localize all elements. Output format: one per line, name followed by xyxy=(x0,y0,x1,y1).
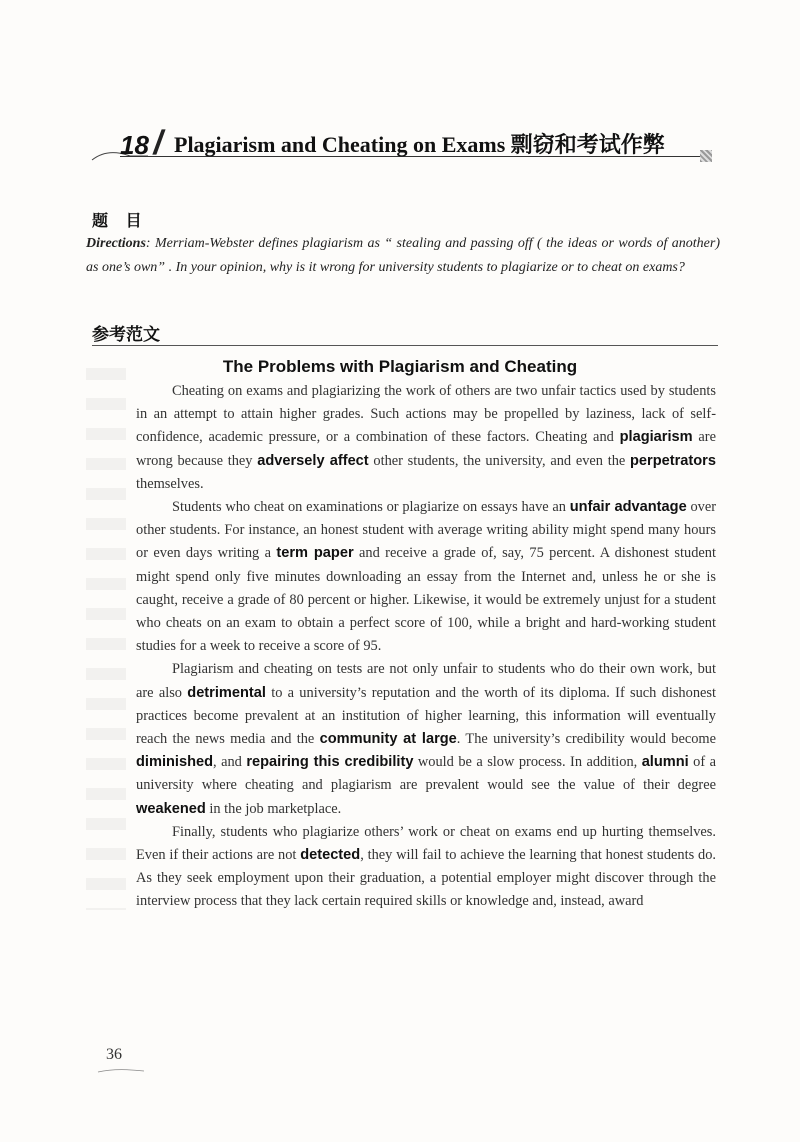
keyword: community at large xyxy=(319,731,457,748)
text-run: would be a slow process. In addition, xyxy=(413,754,642,771)
bleed-through-texture xyxy=(86,350,126,910)
text-run: Finally, students who plagiarize others’ work or cheat on exams end up hurting themselves. Even if their actions are not xyxy=(136,823,716,864)
text-run: in the job marketplace. xyxy=(205,800,342,817)
keyword: plagiarism xyxy=(619,429,693,446)
section-heading-sample-essay: 参考范文 xyxy=(92,325,160,345)
chapter-title: Plagiarism and Cheating on Exams 剽窃和考试作弊 xyxy=(174,132,665,157)
keyword: perpetrators xyxy=(630,452,716,469)
essay-paragraph-4 xyxy=(136,821,716,914)
text-run: of a university where cheating and plagiarism are prevalent would see the value of their degree xyxy=(136,754,716,794)
essay-paragraph-3 xyxy=(136,658,716,820)
text-run: over other students. For instance, an honest student with average writing ability might spend many hours or even days writing a xyxy=(136,499,717,562)
text-run: Cheating on exams and plagiarizing the work of others are two unfair tactics used by students in an attempt to attain higher grades. Such actions may be propelled by laziness, lack of self-confidence, academic pressure, or a combination of these factors. Cheating and xyxy=(136,383,716,446)
chapter-header xyxy=(90,118,710,178)
text-run: , they will fail to achieve the learning that honest students do. As they seek employment upon their graduation, a potential employer might discover through the interview process that they lack certain required skills or knowledge and, instead, award xyxy=(136,847,716,910)
section-rule xyxy=(92,345,718,346)
text-run: Students who cheat on examinations or plagiarize on essays have an xyxy=(172,499,570,516)
slash-ornament-icon: / xyxy=(150,124,167,162)
keyword: detected xyxy=(300,847,361,864)
text-run: to a university’s reputation and the worth of its diploma. If such dishonest practices become prevalent at an institution of higher learning, this information will eventually reach the news media and the xyxy=(136,684,717,748)
section-heading-topic: 题 目 xyxy=(92,211,148,230)
essay-paragraph-1 xyxy=(136,380,716,496)
essay-paragraph-2 xyxy=(136,496,716,658)
keyword: weakened xyxy=(136,800,206,817)
page-number: 36 xyxy=(106,1046,122,1063)
text-run: other students, the university, and even the xyxy=(368,452,631,469)
essay-body xyxy=(136,380,716,914)
essay-title: The Problems with Plagiarism and Cheating xyxy=(222,357,578,376)
keyword: repairing this credibility xyxy=(246,754,414,771)
directions-text xyxy=(86,232,720,280)
keyword: diminished xyxy=(136,754,214,771)
text-run: are wrong because they xyxy=(136,429,716,469)
directions-body: : Merriam-Webster defines plagiarism as “ stealing and passing off ( the ideas or words of another) as one’s own” . In your opinion, why is it wrong for university students to plagiarize or to cheat on exams? xyxy=(86,236,720,275)
chapter-number: 18 xyxy=(120,130,149,160)
keyword: unfair advantage xyxy=(569,499,687,516)
keyword: adversely affect xyxy=(257,452,369,469)
text-run: . The university’s credibility would become xyxy=(456,731,716,748)
page-swash-icon xyxy=(96,1068,146,1074)
text-run: , and xyxy=(213,754,247,771)
text-run: themselves. xyxy=(136,475,204,492)
text-run: and receive a grade of, say, 75 percent. A dishonest student might spend only five minutes downloading an essay from the Internet and, unless he or she is caught, receive a grade of 80 percent or higher. Likewise, it would be extremely unjust for a student who cheats on an exam to obtain a perfect score of 100, while a bright and hard-working student studies for a week to receive a score of 95. xyxy=(136,545,716,655)
keyword: detrimental xyxy=(187,684,266,701)
hatched-block-icon xyxy=(700,150,712,162)
directions-label: Directions xyxy=(86,236,146,251)
text-run: Plagiarism and cheating on tests are not only unfair to students who do their own work, but are also xyxy=(136,661,716,701)
keyword: term paper xyxy=(276,545,354,562)
keyword: alumni xyxy=(641,754,689,771)
